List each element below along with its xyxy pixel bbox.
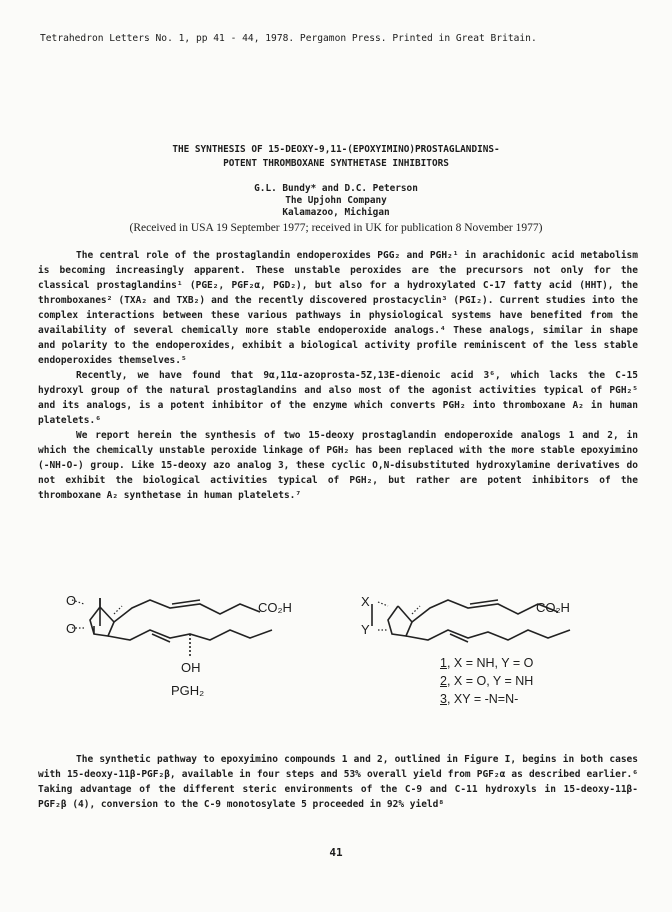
- paragraph-2: Recently, we have found that 9α,11α-azoprosta-5Z,13E-dienoic acid 3⁶, which lacks the C-15 hydroxyl group of the natural prostaglandins and also most of the agonist activities typical of PGH₂⁵ and its analogs, is a potent inhibitor of the enzyme which converts PGH₂ into thromboxane A₂ in human platelets.⁶: [38, 370, 638, 426]
- page-number: 41: [329, 846, 343, 859]
- received-dates: (Received in USA 19 September 1977; received in UK for publication 8 November 1977): [129, 222, 543, 234]
- paragraph-1: The central role of the prostaglandin endoperoxides PGG₂ and PGH₂¹ in arachidonic acid metabolism is becoming increasingly apparent. These unstable peroxides are the precursors not only for the classical prostaglandins¹ (PGE₂, PGF₂α, PGD₂), but also for a hydroxylated C-17 fatty acid (HHT), the thromboxanes² (TXA₂ and TXB₂) and the recently discovered prostacyclin³ (PGI₂). Current studies into the complex interactions between these various pathways in physiological systems have benefited from the availability of several chemically more stable endoperoxide analogs.⁴ These analogs, similar in shape and polarity to the endoperoxides, exhibit a biological activity profile reminiscent of the less stable endoperoxides themselves.⁵: [38, 250, 638, 366]
- analog-x-label: X: [361, 594, 370, 609]
- paragraph-3: We report herein the synthesis of two 15-deoxy prostaglandin endoperoxide analogs 1 and 2, in which the chemically unstable peroxide linkage of PGH₂ has been replaced with the more stable epoxyimino (-NH-O-) group. Like 15-deoxy azo analog 3, these cyclic O,N-disubstituted hydroxylamine derivatives do not exhibit the biological activities typical of PGH₂, but rather are potent inhibitors of the thromboxane A₂ synthetase in human platelets.⁷: [38, 430, 638, 501]
- pgh2-structure-drawing: [60, 582, 330, 692]
- pgh2-oxygen-bottom: O: [66, 621, 77, 636]
- author-names: G.L. Bundy* and D.C. Peterson: [254, 183, 418, 194]
- pgh2-carboxyl: CO₂H: [258, 600, 292, 615]
- analog-y-label: Y: [361, 622, 370, 637]
- title-line-2: POTENT THROMBOXANE SYNTHETASE INHIBITORS: [223, 158, 449, 169]
- pgh2-structure: [60, 582, 330, 692]
- paragraph-intro: [38, 248, 638, 503]
- pgh2-label: PGH₂: [171, 683, 205, 698]
- analog-carboxyl: CO₂H: [536, 600, 570, 615]
- compound-3: 3, XY = -N=N-: [440, 692, 519, 706]
- title-line-1: THE SYNTHESIS OF 15-DEOXY-9,11-(EPOXYIMINO)PROSTAGLANDINS-: [172, 144, 500, 155]
- author-location: Kalamazoo, Michigan: [282, 207, 390, 218]
- journal-header: Tetrahedron Letters No. 1, pp 41 - 44, 1978. Pergamon Press. Printed in Great Britain.: [40, 33, 537, 44]
- compound-2: 2, X = O, Y = NH: [440, 674, 534, 688]
- pgh2-hydroxyl: OH: [181, 660, 201, 675]
- paragraph-4: The synthetic pathway to epoxyimino compounds 1 and 2, outlined in Figure I, begins in both cases with 15-deoxy-11β-PGF₂β, available in four steps and 53% overall yield from PGF₂α as described earlier.⁶ Taking advantage of the different steric environments of the C-9 and C-11 hydroxyls in 15-deoxy-11β-PGF₂β (4), conversion to the C-9 monotosylate 5 proceeded in 92% yield⁸: [38, 754, 638, 810]
- author-company: The Upjohn Company: [285, 195, 387, 206]
- paragraph-synthesis: [38, 752, 638, 812]
- analog-structure: [360, 582, 620, 662]
- compound-1: 1, X = NH, Y = O: [440, 656, 534, 670]
- pgh2-oxygen-top: O: [66, 593, 77, 608]
- analog-structure-drawing: [360, 582, 620, 662]
